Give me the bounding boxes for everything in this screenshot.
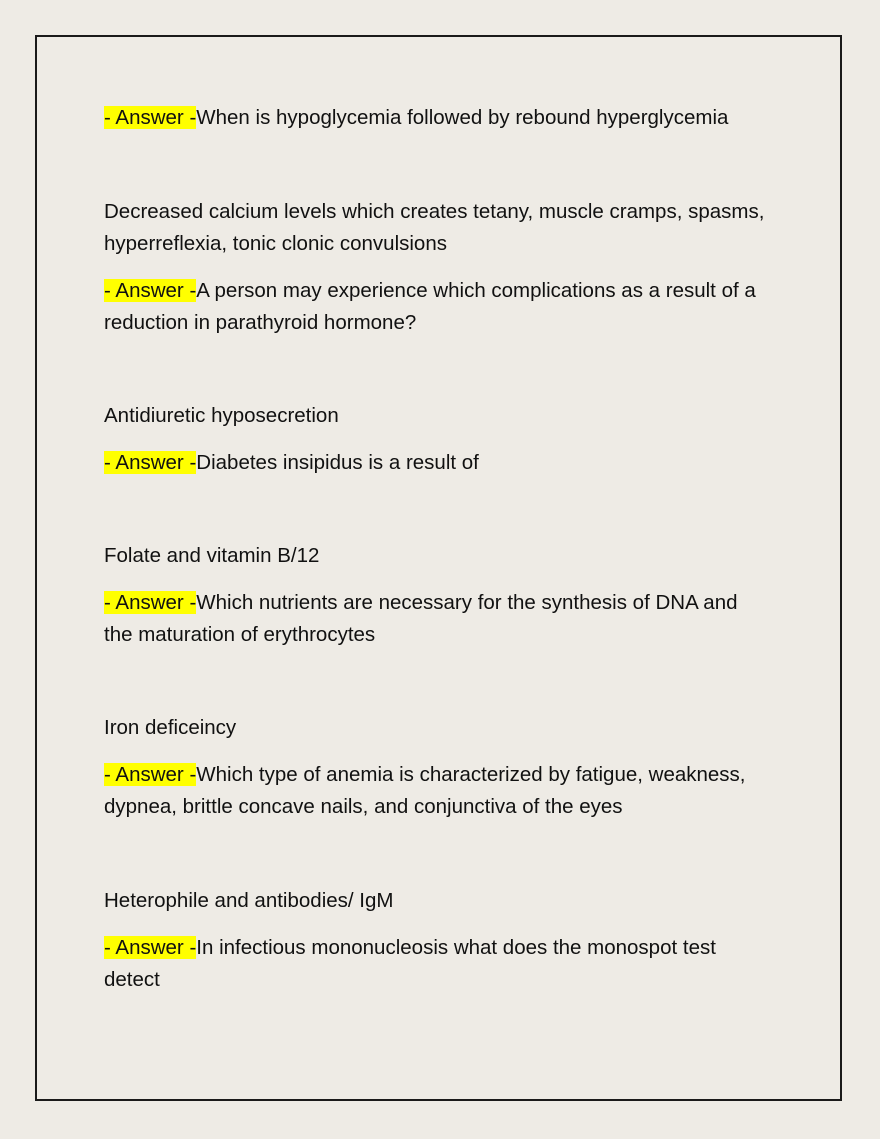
- term-text: Heterophile and antibodies/ IgM: [104, 889, 394, 912]
- question-text: the maturation of erythrocytes: [104, 623, 376, 646]
- term-text: Antidiuretic hyposecretion: [104, 404, 339, 427]
- question-text: dypnea, brittle concave nails, and conjunctiva of the eyes: [104, 795, 623, 818]
- answer-question-line: [104, 275, 756, 307]
- answer-question-line: [104, 102, 728, 134]
- answer-question-line: [104, 447, 479, 479]
- answer-label: - Answer -: [104, 591, 197, 614]
- term-text: hyperreflexia, tonic clonic convulsions: [104, 232, 447, 255]
- answer-label: - Answer -: [104, 936, 197, 959]
- term-text: Iron deficeincy: [104, 716, 237, 739]
- question-text: Which type of anemia is characterized by fatigue, weakness,: [196, 763, 746, 786]
- answer-question-line: [104, 587, 738, 619]
- question-text: Which nutrients are necessary for the synthesis of DNA and: [196, 591, 738, 614]
- answer-label: - Answer -: [104, 763, 197, 786]
- question-text: reduction in parathyroid hormone?: [104, 311, 417, 334]
- question-text: In infectious mononucleosis what does the monospot test: [196, 936, 716, 959]
- question-text: When is hypoglycemia followed by rebound hyperglycemia: [196, 106, 729, 129]
- term-text: Folate and vitamin B/12: [104, 544, 320, 567]
- answer-label: - Answer -: [104, 451, 197, 474]
- question-text: detect: [104, 968, 160, 991]
- answer-question-line: [104, 759, 746, 791]
- answer-question-line: [104, 932, 716, 964]
- question-text: Diabetes insipidus is a result of: [196, 451, 479, 474]
- answer-label: - Answer -: [104, 279, 197, 302]
- term-text: Decreased calcium levels which creates tetany, muscle cramps, spasms,: [104, 200, 765, 223]
- answer-label: - Answer -: [104, 106, 197, 129]
- question-text: A person may experience which complications as a result of a: [196, 279, 756, 302]
